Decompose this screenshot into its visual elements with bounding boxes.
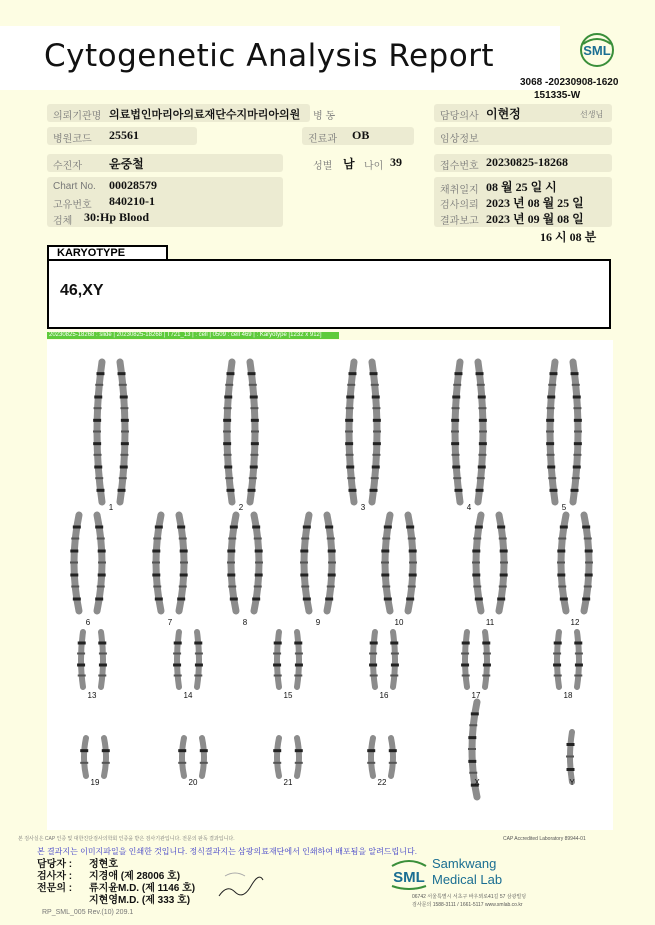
lab-address-line1: 06742 서울특별시 서초구 바우뫼로41길 57 삼광빌딩 xyxy=(412,894,527,900)
chromosome-label-3: 3 xyxy=(360,503,366,512)
chromosome-16 xyxy=(369,632,378,687)
chromosome-19 xyxy=(80,738,88,776)
chromosome-label-1: 1 xyxy=(108,503,114,512)
chromosome-label-22: 22 xyxy=(377,778,387,787)
chromosome-3 xyxy=(345,362,356,502)
institution-label: 의뢰기관명 xyxy=(53,111,102,122)
sml-logo xyxy=(574,30,620,70)
karyotype-tab: KARYOTYPE xyxy=(47,245,168,259)
chromosome-label-18: 18 xyxy=(563,691,573,700)
chromosome-6 xyxy=(95,515,106,611)
chromosome-label-5: 5 xyxy=(561,503,567,512)
chromosome-11 xyxy=(497,515,508,611)
chromosome-label-10: 10 xyxy=(394,618,404,627)
chromosome-15 xyxy=(294,632,303,687)
chromosome-label-19: 19 xyxy=(90,778,100,787)
chromosome-7 xyxy=(177,515,188,611)
lab-name-line2: Medical Lab xyxy=(432,872,503,887)
chromosome-20 xyxy=(200,738,208,776)
chromosome-5 xyxy=(546,362,557,502)
chromosome-label-14: 14 xyxy=(183,691,193,700)
department-value: OB xyxy=(352,128,370,142)
specialist1-value: 류지윤M.D. (제 1146 호) xyxy=(89,883,196,894)
analyst-value: 정현호 xyxy=(89,859,118,870)
doctor-value: 이현정 xyxy=(486,107,521,121)
report-title: Cytogenetic Analysis Report xyxy=(44,38,495,74)
chromosome-16 xyxy=(390,632,399,687)
chromosome-label-4: 4 xyxy=(466,503,472,512)
chromosome-label-17: 17 xyxy=(471,691,481,700)
chromosome-2 xyxy=(248,362,259,502)
specialist-label: 전문의 : xyxy=(37,883,73,894)
patient-field xyxy=(47,154,283,172)
chromosome-10 xyxy=(406,515,417,611)
collected-value: 08 월 25 일 시 xyxy=(486,180,557,194)
chromosome-label-13: 13 xyxy=(87,691,97,700)
chromosome-label-16: 16 xyxy=(379,691,389,700)
chromosome-11 xyxy=(472,515,483,611)
chromosome-3 xyxy=(370,362,381,502)
chromosome-22 xyxy=(367,738,375,776)
chromosome-12 xyxy=(582,515,593,611)
chromosome-label-X: X xyxy=(474,778,480,787)
lab-name xyxy=(432,856,502,888)
chart-value: 00028579 xyxy=(109,178,157,192)
doctor-suffix: 선생님 xyxy=(580,110,604,119)
footer-logo-text: SML xyxy=(393,869,425,886)
examiner-value: 지경애 (제 28006 호) xyxy=(89,871,181,882)
reported-label: 결과보고 xyxy=(440,216,479,227)
chromosome-21 xyxy=(295,738,303,776)
department-label: 진료과 xyxy=(308,134,337,145)
chromosome-19 xyxy=(102,738,110,776)
chromosome-20 xyxy=(178,738,186,776)
chromosome-12 xyxy=(557,515,568,611)
print-notice: 본 결과지는 이미지파일을 인쇄한 것입니다. 정식결과지는 삼광의료재단에서 인쇄하여 배포됨을 알려드립니다. xyxy=(37,847,417,856)
chromosome-13 xyxy=(77,632,86,687)
chromosome-1 xyxy=(118,362,129,502)
signature-image xyxy=(215,866,265,902)
reported-time: 16 시 08 분 xyxy=(540,230,597,244)
chromosome-14 xyxy=(194,632,203,687)
age-label: 나이 xyxy=(364,161,384,172)
chromosome-7 xyxy=(152,515,163,611)
chromosome-8 xyxy=(227,515,238,611)
ward-label: 병 동 xyxy=(313,111,336,122)
reception-value: 20230825-18268 xyxy=(486,155,568,169)
specimen-label: 검체 xyxy=(53,216,73,227)
chromosome-22 xyxy=(389,738,397,776)
chromosome-18 xyxy=(553,632,562,687)
clinical-info-label: 임상정보 xyxy=(440,134,479,145)
chromosome-2 xyxy=(223,362,234,502)
analyst-label: 담당자 : xyxy=(37,859,73,870)
chromosome-label-6: 6 xyxy=(85,618,91,627)
chromosome-label-12: 12 xyxy=(570,618,580,627)
chromosome-9 xyxy=(325,515,336,611)
chromosome-label-15: 15 xyxy=(283,691,293,700)
chromosome-9 xyxy=(300,515,311,611)
reference-suffix: 151335-W xyxy=(534,90,581,101)
chromosome-4 xyxy=(476,362,487,502)
chromosome-label-9: 9 xyxy=(315,618,321,627)
karyotype-result-box xyxy=(47,259,611,329)
unique-label: 고유번호 xyxy=(53,200,92,211)
age-value: 39 xyxy=(390,155,402,169)
accreditation-footnote: 본 검사실은 CAP 인증 및 대한진단검사의학회 인증을 받은 검사기관입니다. 전문의 판독 결과입니다. xyxy=(18,836,235,842)
chromosome-1 xyxy=(93,362,104,502)
collected-label: 채취일지 xyxy=(440,185,479,196)
chromosome-13 xyxy=(98,632,107,687)
form-number: RP_SML_005 Rev.(10) 209.1 xyxy=(42,909,134,916)
patient-label: 수진자 xyxy=(53,161,82,172)
patient-value: 윤중철 xyxy=(109,157,144,171)
chromosome-18 xyxy=(574,632,583,687)
reception-label: 접수번호 xyxy=(440,161,479,172)
chart-label: Chart No. xyxy=(53,181,96,192)
requested-value: 2023 년 08 월 25 일 xyxy=(486,196,584,210)
karyotype-result: 46,XY xyxy=(60,282,104,299)
chromosome-label-8: 8 xyxy=(242,618,248,627)
cap-accreditation-note: CAP Accredited Laboratory 89944-01 xyxy=(503,836,586,842)
specialist2-value: 지현영M.D. (제 333 호) xyxy=(89,895,191,906)
chromosome-label-20: 20 xyxy=(188,778,198,787)
chromosome-21 xyxy=(273,738,281,776)
chromosome-label-7: 7 xyxy=(167,618,173,627)
examiner-label: 검사자 : xyxy=(37,871,73,882)
unique-value: 840210-1 xyxy=(109,194,155,208)
lab-address-line2: 검사문의 1588-3111 / 1661-5117 www.smlab.co.kr xyxy=(412,902,523,908)
specimen-value: 30:Hp Blood xyxy=(84,210,150,224)
chromosome-10 xyxy=(381,515,392,611)
chromosome-label-21: 21 xyxy=(283,778,293,787)
chromosome-label-Y: Y xyxy=(569,778,575,787)
chromosome-17 xyxy=(482,632,491,687)
requested-label: 검사의뢰 xyxy=(440,200,479,211)
chromosome-6 xyxy=(70,515,81,611)
doctor-label: 담당의사 xyxy=(440,111,479,122)
image-metadata-strip: 20230825-18268 : slide | 20230825-18268 | T721_13 | : cell | 0509 : cell 469 | : Karyotype [1232 x 912] xyxy=(47,332,339,339)
sex-value: 남 xyxy=(343,157,355,171)
sml-footer-logo xyxy=(388,856,430,890)
karyogram-image xyxy=(47,340,613,830)
hospital-code-value: 25561 xyxy=(109,128,139,142)
chromosome-label-2: 2 xyxy=(238,503,244,512)
lab-address xyxy=(412,893,526,909)
chromosome-8 xyxy=(252,515,263,611)
sex-label: 성별 xyxy=(313,161,333,172)
karyogram-svg xyxy=(47,340,613,830)
chromosome-label-11: 11 xyxy=(485,618,495,627)
institution-value: 의료법인마리아의료재단수지마리아의원 xyxy=(109,109,301,121)
chromosome-4 xyxy=(451,362,462,502)
hospital-code-label: 병원코드 xyxy=(53,134,92,145)
chromosome-15 xyxy=(273,632,282,687)
reference-number: 3068 -20230908-1620 xyxy=(520,77,619,88)
reported-value: 2023 년 09 월 08 일 xyxy=(486,212,584,226)
chromosome-14 xyxy=(173,632,182,687)
chromosome-17 xyxy=(461,632,470,687)
logo-text: SML xyxy=(583,43,611,58)
chromosome-5 xyxy=(571,362,582,502)
chromosome-Y xyxy=(566,732,575,782)
lab-name-line1: Samkwang xyxy=(432,856,497,871)
